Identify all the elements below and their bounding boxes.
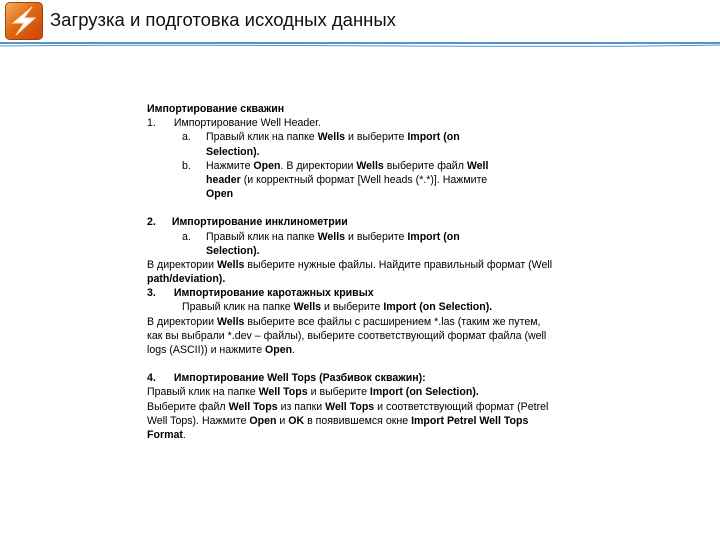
step-2a-cont: Selection). bbox=[206, 244, 260, 257]
step-4-line2: Выберите файл Well Tops из папки Well Tops и соответствующий формат (Petrel bbox=[147, 400, 549, 413]
document-body bbox=[147, 102, 617, 442]
header-divider bbox=[0, 40, 720, 50]
step-1b-cont2: Open bbox=[206, 188, 234, 201]
step-3-paragraph: В директории Wells выберите все файлы с расширением *.las (таким же путем, bbox=[147, 315, 541, 328]
step-4-line4: Format. bbox=[147, 428, 186, 441]
step-4-line3: Well Tops). Нажмите Open и OK в появившемся окне Import Petrel Well Tops bbox=[147, 414, 529, 427]
step-3-line: Правый клик на папке Wells и выберите Import (on Selection). bbox=[182, 301, 493, 314]
page-title: Загрузка и подготовка исходных данных bbox=[50, 9, 396, 30]
step-1a-cont: Selection). bbox=[206, 145, 260, 158]
step-1b-cont: header (и корректный формат [Well heads (*.*)]. Нажмите bbox=[206, 173, 488, 186]
lightning-bolt-icon bbox=[5, 2, 43, 40]
step-1b: b. Нажмите Open. В директории Wells выберите файл Well bbox=[182, 159, 489, 172]
step-2: 2. Импортирование инклинометрии bbox=[147, 216, 348, 229]
step-3-paragraph-cont: как вы выбрали *.dev – файлы), выберите соответствующий формат файла (well bbox=[147, 329, 547, 342]
step-2-paragraph: В директории Wells выберите нужные файлы. Найдите правильный формат (Well bbox=[147, 258, 553, 271]
step-2a: a. Правый клик на папке Wells и выберите Import (on bbox=[182, 230, 460, 243]
step-4-line1: Правый клик на папке Well Tops и выберите Import (on Selection). bbox=[147, 386, 479, 399]
step-1: 1. Импортирование Well Header. bbox=[147, 117, 322, 130]
step-3-paragraph-cont2: logs (ASCII)) и нажмите Open. bbox=[147, 344, 296, 356]
step-1a: a. Правый клик на папке Wells и выберите Import (on bbox=[182, 131, 460, 144]
section-heading: Импортирование скважин bbox=[147, 103, 285, 115]
step-4: 4. Импортирование Well Tops (Разбивок скважин): bbox=[147, 372, 426, 385]
step-2-paragraph-cont: path/deviation). bbox=[147, 273, 226, 286]
step-3: 3. Импортирование каротажных кривых bbox=[147, 287, 374, 300]
slide-header bbox=[0, 0, 720, 46]
